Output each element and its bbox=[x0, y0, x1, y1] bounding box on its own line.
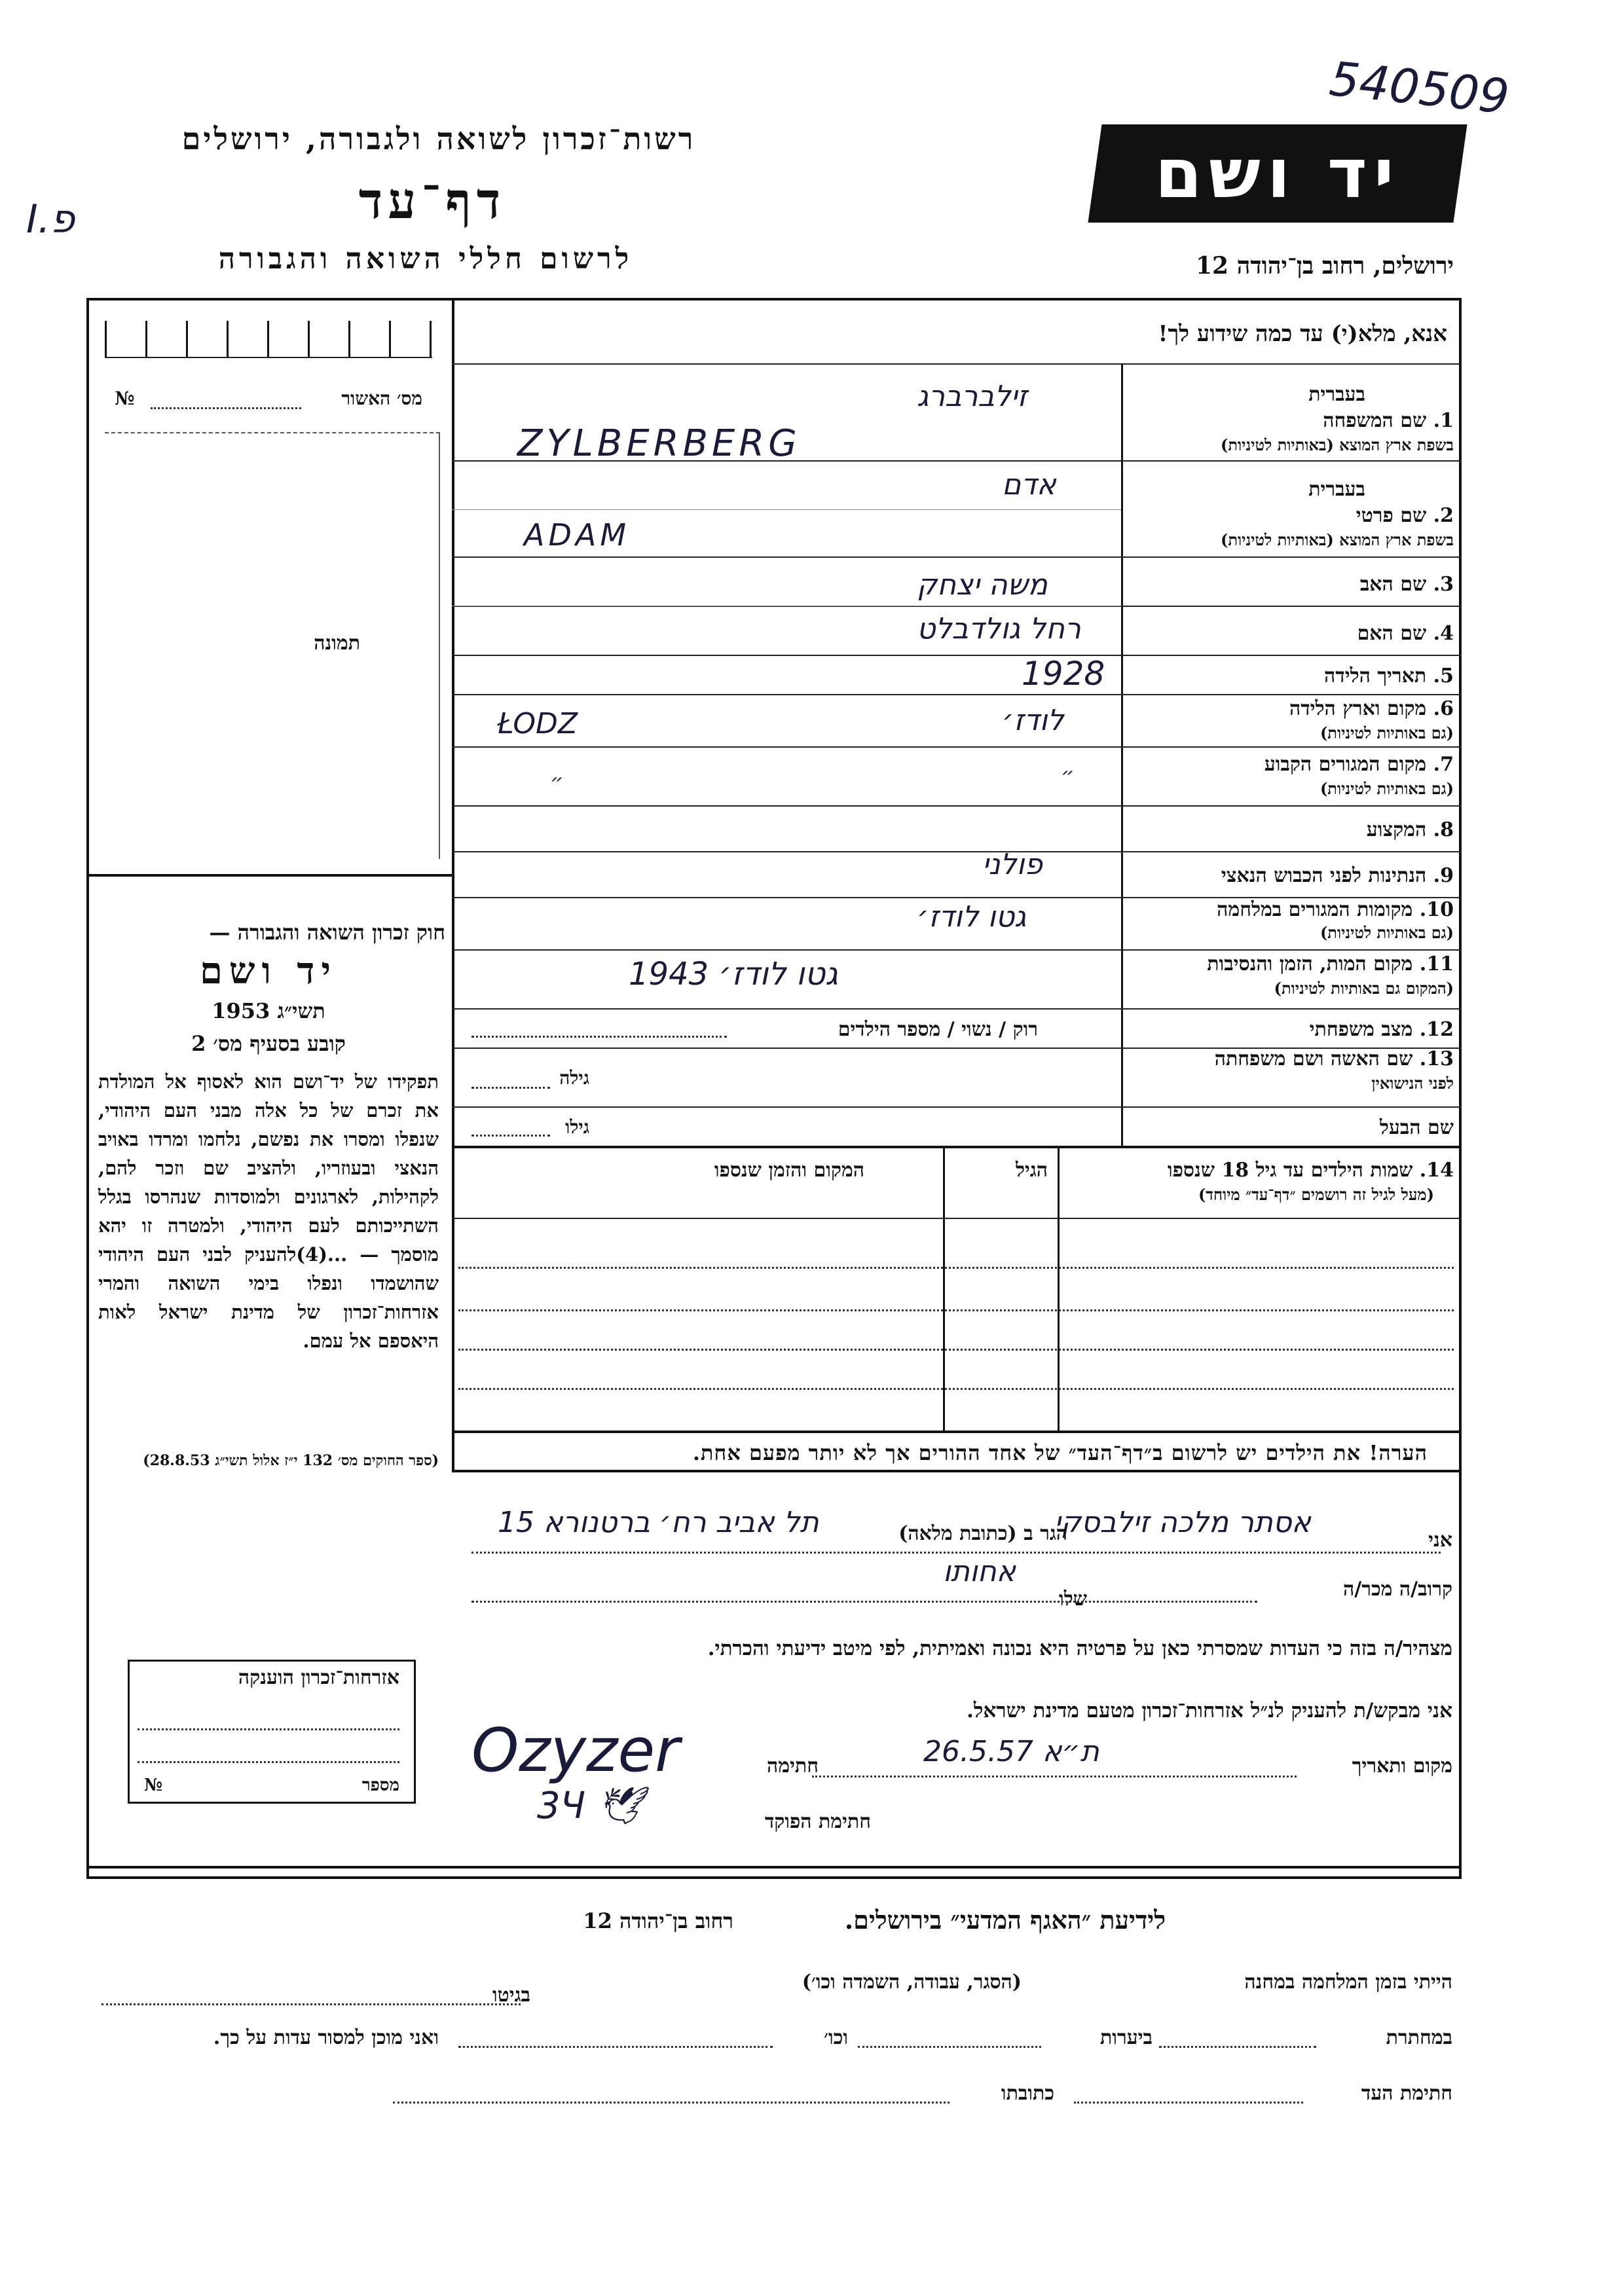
declarant-address: תל אביב רח׳ ברטנורא 15 bbox=[498, 1506, 819, 1539]
field-7-label bbox=[1264, 753, 1454, 776]
field-13-name: שם האשה ושם משפחתה bbox=[1214, 1048, 1413, 1070]
relation-line bbox=[471, 1601, 1257, 1603]
field-1-sub: בשפת ארץ המוצא (באותיות לטיניות) bbox=[1221, 435, 1454, 454]
field-1-name: שם המשפחה bbox=[1323, 409, 1427, 432]
footer-line1-a: הייתי בזמן המלחמה במחנה bbox=[1244, 1971, 1452, 1994]
field-1-hebrew-value: זילברברג bbox=[917, 380, 1027, 413]
footer-line2-c: וכו׳ bbox=[824, 2026, 848, 2049]
archive-number: 540509 bbox=[1327, 50, 1512, 125]
field-3-num: 3. bbox=[1433, 573, 1454, 596]
field-9-name: הנתינות לפני הכבוש הנאצי bbox=[1221, 864, 1427, 887]
relation-value: אחותו bbox=[943, 1555, 1016, 1588]
husband-label: שם הבעל bbox=[1379, 1116, 1454, 1139]
declarant-line bbox=[471, 1552, 1441, 1554]
field-6-name: מקום וארץ הלידה bbox=[1289, 697, 1427, 720]
field-10-value: גטו לודז׳ bbox=[917, 900, 1027, 934]
row-line bbox=[452, 949, 1462, 951]
footer-line2-dots-b bbox=[858, 2046, 1041, 2048]
children-header-line bbox=[452, 1218, 1462, 1219]
field-4-value: רחל גולדבלט bbox=[917, 612, 1081, 646]
law-text: תפקידו של יד־ושם הוא לאסוף אל המולדת את זכרם של כל אלה מבני העם היהודי, שנפלו ומסרו את נפשם, נלחמו ומרדו באויב הנאצי ובעוזריו, ולהציב שם וזכר להם, לקהילות, לארגונים ולמוסדות שנהרסו בגלל השתייכותם לעם היהודי, ולמטרה זו יהא מוסמך — ...(4)להעניק לבני העם היהודי שהושמדו ונפלו בימי השואה והמרי אזרחות־זכרון של מדינת ישראל לאות היאספם אל עמם. bbox=[98, 1070, 439, 1352]
footer-line2-b: ביערות bbox=[1099, 2026, 1153, 2049]
field-5-value: 1928 bbox=[1022, 655, 1105, 693]
field-5-name: תאריך הלידה bbox=[1324, 665, 1427, 687]
field-11-value: גטו לודז׳ 1943 bbox=[629, 956, 838, 993]
law-reference: (ספר החוקים מס׳ 132 י״ז אלול תשי״ג 28.8.53) bbox=[143, 1452, 439, 1469]
children-row-line bbox=[458, 1309, 1454, 1311]
corner-mark: I.פ bbox=[26, 196, 75, 242]
field-10-name: מקומות המגורים במלחמה bbox=[1217, 898, 1413, 921]
row-line bbox=[452, 556, 1462, 558]
footer-line3-dots-a bbox=[1074, 2102, 1303, 2104]
row-line bbox=[452, 655, 1462, 656]
field-2-sub: בשפת ארץ המוצא (באותיות לטיניות) bbox=[1221, 530, 1454, 549]
footer-line1-dots bbox=[101, 2003, 521, 2005]
address: ירושלים, רחוב בן־יהודה 12 bbox=[1195, 252, 1454, 280]
field-10-sub: (גם באותיות לטיניות) bbox=[1320, 923, 1454, 942]
field-5-label bbox=[1324, 665, 1454, 687]
field-2-hebrew-tag: בעברית bbox=[1308, 478, 1365, 501]
photo-frame bbox=[105, 432, 440, 859]
approval-line bbox=[151, 407, 301, 409]
footer-line3-dots-b bbox=[393, 2102, 950, 2104]
field-6-sub: (גם באותיות לטיניות) bbox=[1320, 723, 1454, 742]
field-7-latin-value: ״ bbox=[550, 769, 564, 794]
children-label bbox=[1168, 1159, 1454, 1182]
field-7-name: מקום המגורים הקבוע bbox=[1264, 753, 1427, 776]
declarant-resides-label: הגר ב (כתובת מלאה) bbox=[898, 1522, 1067, 1545]
footer-line2-a: במחתרת bbox=[1386, 2026, 1452, 2049]
sidebar-divider bbox=[452, 298, 454, 1470]
row-line bbox=[452, 1106, 1462, 1108]
field-8-name: המקצוע bbox=[1366, 818, 1427, 841]
official-signature-label: חתימת הפוקד bbox=[764, 1810, 871, 1833]
footer-line3-b: כתובתו bbox=[1001, 2082, 1054, 2105]
place-date-value: ת״א 26.5.57 bbox=[923, 1735, 1099, 1768]
field-8-num: 8. bbox=[1433, 818, 1454, 841]
approval-label: מס׳ האשור bbox=[341, 388, 422, 409]
intro-text: אנא, מלא(י) עד כמה שידוע לך! bbox=[1158, 321, 1447, 347]
field-9-num: 9. bbox=[1433, 864, 1454, 887]
law-name: יד ושם bbox=[199, 949, 338, 993]
place-date-line bbox=[812, 1776, 1297, 1777]
children-place-header: המקום והזמן שנספו bbox=[714, 1159, 864, 1182]
sidebar-section-divider bbox=[86, 874, 452, 877]
field-5-num: 5. bbox=[1433, 665, 1454, 687]
footer-line1-b: (הסגר, עבודה, השמדה וכו׳) bbox=[802, 1971, 1022, 1994]
field-1-label bbox=[1323, 409, 1454, 432]
field-7-num: 7. bbox=[1433, 753, 1454, 776]
signature-label: חתימה bbox=[767, 1755, 819, 1777]
field-3-label bbox=[1360, 573, 1454, 596]
note-text: הערה! את הילדים יש לרשום ב״דף־העד״ של אחד ההורים אך לא יותר מפעם אחת. bbox=[692, 1440, 1428, 1465]
field-11-label bbox=[1207, 953, 1454, 975]
footer-line2-dots-a bbox=[1159, 2046, 1316, 2048]
row-line bbox=[452, 694, 1462, 695]
children-header: שמות הילדים עד גיל 18 שנספו bbox=[1167, 1159, 1413, 1182]
children-bottom-line bbox=[452, 1430, 1462, 1433]
field-7-hebrew-value: ״ bbox=[1061, 763, 1075, 788]
logo-text: יד ושם bbox=[1154, 134, 1401, 213]
field-2-label bbox=[1356, 504, 1454, 527]
footer-line1-c: בגיטו bbox=[492, 1984, 530, 2007]
law-clause: קובע בסעיף מס׳ 2 bbox=[191, 1031, 346, 1056]
relation-label: קרוב/ה מכר/ה bbox=[1343, 1578, 1452, 1601]
row-line bbox=[452, 851, 1462, 852]
citizenship-line-2 bbox=[138, 1761, 399, 1763]
field-13-sub: לפני הנישואין bbox=[1371, 1074, 1454, 1093]
row-line bbox=[452, 1008, 1462, 1010]
law-title: חוק זכרון השואה והגבורה — bbox=[209, 920, 445, 945]
field-11-name: מקום המות, הזמן והנסיבות bbox=[1207, 953, 1413, 975]
row-line bbox=[452, 1146, 1462, 1148]
declaration-text: מצהיר/ה בזה כי העדות שמסרתי כאן על פרטיה היא נכונה ואמיתית, לפי מיטב ידיעתי והכרתי. bbox=[707, 1637, 1452, 1660]
field-13-num: 13. bbox=[1419, 1048, 1454, 1070]
form-title: דף־עד bbox=[358, 172, 506, 230]
husband-age-label: גילו bbox=[565, 1116, 589, 1138]
field-1-latin-value: ZYLBERBERG bbox=[517, 422, 801, 465]
field-11-num: 11. bbox=[1419, 953, 1454, 975]
note-line bbox=[452, 1470, 1462, 1472]
citizenship-number-label: מספר bbox=[361, 1776, 399, 1795]
request-text: אני מבקש/ת להעניק לנ״ל אזרחות־זכרון מטעם מדינת ישראל. bbox=[967, 1699, 1452, 1722]
row-line bbox=[452, 746, 1462, 748]
field-1-num: 1. bbox=[1433, 409, 1454, 432]
field-13-age-label: גילה bbox=[559, 1067, 589, 1089]
field-1-hebrew-tag: בעברית bbox=[1308, 383, 1365, 406]
field-3-name: שם האב bbox=[1359, 573, 1427, 596]
field-2-hebrew-value: אדם bbox=[1002, 468, 1056, 501]
signature-value: Ozyzer bbox=[471, 1715, 680, 1785]
field-12-line bbox=[471, 1036, 727, 1038]
authority-name: רשות־זכרון לשואה ולגבורה, ירושלים bbox=[181, 121, 696, 156]
field-13-label bbox=[1215, 1048, 1454, 1070]
field-3-value: משה יצחק bbox=[917, 568, 1048, 602]
declarant-name: אסתר מלכה זילבסקי bbox=[1054, 1506, 1311, 1539]
citizenship-title: אזרחות־זכרון הוענקה bbox=[238, 1666, 399, 1689]
footer-separator bbox=[86, 1866, 1462, 1868]
field-4-num: 4. bbox=[1433, 622, 1454, 645]
footer-title: לידיעת ״האגף המדעי״ בירושלים. bbox=[844, 1905, 1166, 1935]
intro-divider bbox=[452, 363, 1462, 365]
approval-boxes bbox=[105, 321, 432, 358]
field-2-name: שם פרטי bbox=[1356, 504, 1427, 527]
field-12-name: מצב משפחתי bbox=[1309, 1018, 1413, 1041]
footer-line2-d: ואני מוכן למסור עדות על כך. bbox=[213, 2026, 439, 2049]
law-year: תשי״ג 1953 bbox=[212, 998, 325, 1023]
place-date-label: מקום ותאריך bbox=[1352, 1755, 1452, 1777]
footer-line2-dots-c bbox=[458, 2046, 773, 2048]
field-4-label bbox=[1357, 622, 1454, 645]
declarant-prefix: אני bbox=[1428, 1529, 1452, 1552]
field-10-label bbox=[1217, 898, 1454, 921]
field-2-latin-value: ADAM bbox=[524, 517, 631, 553]
children-age-header: הגיל bbox=[1015, 1159, 1048, 1182]
field-12-label bbox=[1310, 1018, 1454, 1041]
children-sub: (מעל לגיל זה רושמים ״דף־עד״ מיוחד) bbox=[1198, 1185, 1434, 1204]
footer-address: רחוב בן־יהודה 12 bbox=[583, 1908, 733, 1933]
husband-age-line bbox=[471, 1135, 550, 1137]
field-6-latin-value: ŁODZ bbox=[498, 707, 578, 740]
children-row-line bbox=[458, 1267, 1454, 1269]
latin-split-line bbox=[452, 509, 1121, 510]
label-column-divider bbox=[1121, 363, 1123, 1146]
official-signature-value: 3Ч 🕊 bbox=[537, 1785, 644, 1827]
yad-vashem-logo bbox=[1088, 124, 1467, 223]
field-4-name: שם האם bbox=[1357, 622, 1427, 645]
approval-no-label: № bbox=[115, 388, 135, 409]
footer-line3-a: חתימת העד bbox=[1361, 2082, 1452, 2105]
field-9-label bbox=[1221, 864, 1454, 887]
field-10-num: 10. bbox=[1419, 898, 1454, 921]
field-6-hebrew-value: לודז׳ bbox=[1002, 704, 1064, 737]
citizenship-no-label: № bbox=[144, 1776, 163, 1795]
field-8-label bbox=[1367, 818, 1454, 841]
field-7-sub: (גם באותיות לטיניות) bbox=[1320, 779, 1454, 798]
photo-label: תמונה bbox=[314, 632, 360, 655]
field-12-options: רוק / נשוי / מספר הילדים bbox=[838, 1018, 1038, 1041]
citizenship-line-1 bbox=[138, 1728, 399, 1730]
relation-suffix: שלו bbox=[1059, 1588, 1087, 1611]
field-2-num: 2. bbox=[1433, 504, 1454, 527]
field-6-label bbox=[1289, 697, 1454, 720]
field-9-value: פולני bbox=[982, 848, 1043, 881]
field-12-num: 12. bbox=[1419, 1018, 1454, 1041]
form-subtitle: לרשום חללי השואה והגבורה bbox=[218, 242, 633, 276]
children-num: 14. bbox=[1419, 1159, 1454, 1182]
field-13-age-line bbox=[471, 1087, 550, 1089]
field-11-sub: (המקום גם באותיות לטיניות) bbox=[1274, 979, 1454, 998]
field-6-num: 6. bbox=[1433, 697, 1454, 720]
row-line bbox=[452, 805, 1462, 807]
children-row-line bbox=[458, 1388, 1454, 1390]
children-row-line bbox=[458, 1349, 1454, 1351]
